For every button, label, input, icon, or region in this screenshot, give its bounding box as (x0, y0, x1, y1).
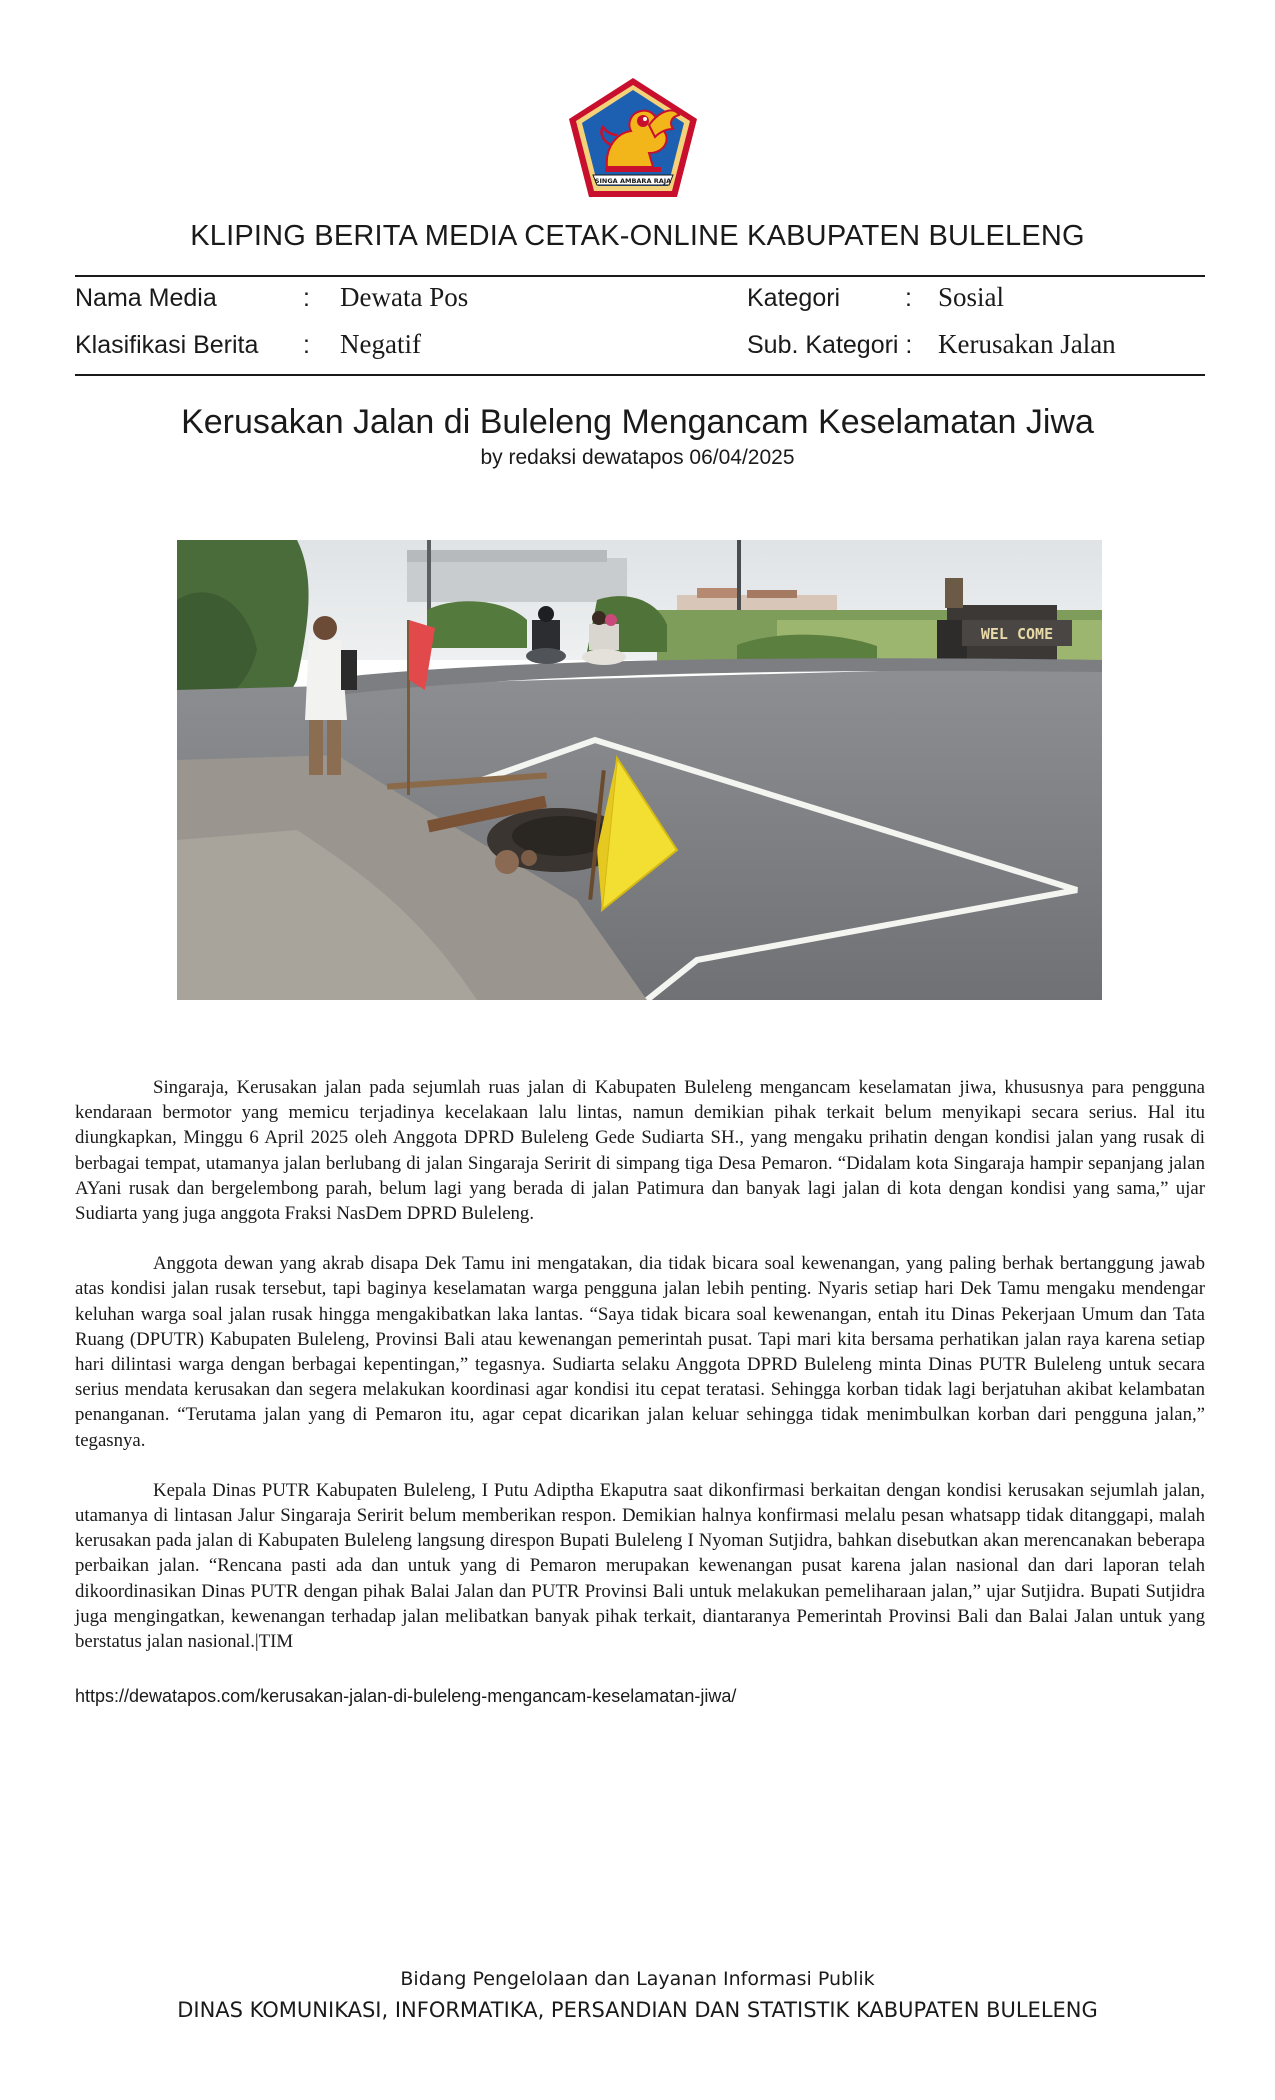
article-byline: by redaksi dewatapos 06/04/2025 (480, 446, 795, 469)
sub-kategori-value: Kerusakan Jalan (938, 329, 1116, 359)
article-paragraph-1: Singaraja, Kerusakan jalan pada sejumlah ruas jalan di Kabupaten Buleleng mengancam keselamatan jiwa, khususnya para pengguna kendaraan bermotor yang memicu terjadinya kecelakaan lalu lintas, namun demikian pihak terkait belum menyikapi secara serius. Hal itu diungkapkan, Minggu 6 April 2025 oleh Anggota DPRD Buleleng Gede Sudiarta SH., yang mengaku prihatin dengan kondisi jalan yang rusak di berbagai tempat, utamanya jalan berlubang di jalan Singaraja Seririt di simpang tiga Desa Pemaron. “Didalam kota Singaraja hampir sepanjang jalan AYani rusak dan bergelembong parah, belum lagi yang berada di jalan Patimura dan banyak lagi jalan di kota dengan kondisi yang sama,” ujar Sudiarta yang juga anggota Fraksi NasDem DPRD Buleleng. (75, 1077, 1205, 1225)
header-bottom-divider (75, 374, 1205, 376)
header-title: KLIPING BERITA MEDIA CETAK-ONLINE KABUPATEN BULELENG (190, 220, 1085, 252)
klasifikasi-value: Negatif (340, 329, 421, 359)
nama-media-colon: : (303, 284, 310, 312)
emblem-icon (565, 75, 701, 201)
buleleng-emblem-logo (565, 75, 701, 201)
article-paragraph-2: Anggota dewan yang akrab disapa Dek Tamu ini mengatakan, dia tidak bicara soal kewenangan, yang paling berhak bertanggung jawab atas kondisi jalan rusak tersebut, tapi baginya keselamatan warga pengguna jalan lebih penting. Nyaris setiap hari Dek Tamu mengaku mendengar keluhan warga soal jalan rusak hingga mengakibatkan laka lantas. “Saya tidak bicara soal kewenangan, entah itu Dinas Pekerjaan Umum dan Tata Ruang (DPUTR) Kabupaten Buleleng, Provinsi Bali atau kewenangan pemerintah pusat. Tapi mari kita bersama perhatikan jalan raya karena setiap hari dilintasi warga dengan berbagai kepentingan,” tegasnya. Sudiarta selaku Anggota DPRD Buleleng minta Dinas PUTR Buleleng untuk secara serius mendata kerusakan dan segera melakukan koordinasi agar kondisi itu cepat teratasi. Sehingga korban tidak lagi berjatuhan akibat kelambatan penanganan. “Terutama jalan yang di Pemaron itu, agar cepat dicarikan jalan keluar sehingga tidak menimbulkan korban dari pengguna jalan,” tegasnya. (75, 1253, 1205, 1451)
source-url-link[interactable]: https://dewatapos.com/kerusakan-jalan-di-buleleng-mengancam-keselamatan-jiwa/ (75, 1686, 737, 1706)
article-paragraph-3: Kepala Dinas PUTR Kabupaten Buleleng, I Putu Adiptha Ekaputra saat dikonfirmasi berkaitan dengan kondisi kerusakan sejumlah jalan, utamanya di lintasan Jalur Singaraja Seririt belum memberikan respon. Demikian halnya konfirmasi melalu pesan whatsapp tidak ditanggapi, malah kerusakan pada jalan di Kabupaten Buleleng langsung direspon Bupati Buleleng I Nyoman Sutjidra, bahkan disebutkan akan merencanakan beberapa perbaikan jalan. “Rencana pasti ada dan untuk yang di Pemaron merupakan kewenangan pusat karena jalan nasional dan dari laporan telah dikoordinasikan Dinas PUTR dengan pihak Balai Jalan dan PUTR Provinsi Bali untuk melakukan pemeliharaan jalan,” ujar Sutjidra. Bupati Sutjidra juga mengingatkan, kewenangan terhadap jalan melibatkan banyak pihak terkait, diantaranya Pemerintah Provinsi Bali dan Balai Jalan untuk yang berstatus jalan nasional.|TIM (75, 1479, 1205, 1653)
kategori-colon: : (905, 284, 912, 312)
klasifikasi-colon: : (303, 331, 310, 359)
klasifikasi-label: Klasifikasi Berita (75, 331, 259, 359)
article-body (75, 1075, 1205, 1679)
footer-department: Bidang Pengelolaan dan Layanan Informasi Publik (400, 1968, 875, 1990)
emblem-motto: SINGA AMBARA RAJA (594, 177, 672, 185)
sub-kategori-label: Sub. Kategori : (747, 331, 913, 359)
kategori-label: Kategori (747, 284, 841, 312)
article-photo (177, 540, 1102, 1000)
article-title: Kerusakan Jalan di Buleleng Mengancam Keselamatan Jiwa (181, 403, 1094, 441)
footer-agency: DINAS KOMUNIKASI, INFORMATIKA, PERSANDIAN DAN STATISTIK KABUPATEN BULELENG (177, 1998, 1098, 2022)
nama-media-value: Dewata Pos (340, 282, 469, 312)
photo-welcome-sign-text: WEL COME (980, 625, 1054, 643)
kategori-value: Sosial (938, 282, 1005, 312)
header-top-divider (75, 275, 1205, 277)
nama-media-label: Nama Media (75, 284, 217, 312)
